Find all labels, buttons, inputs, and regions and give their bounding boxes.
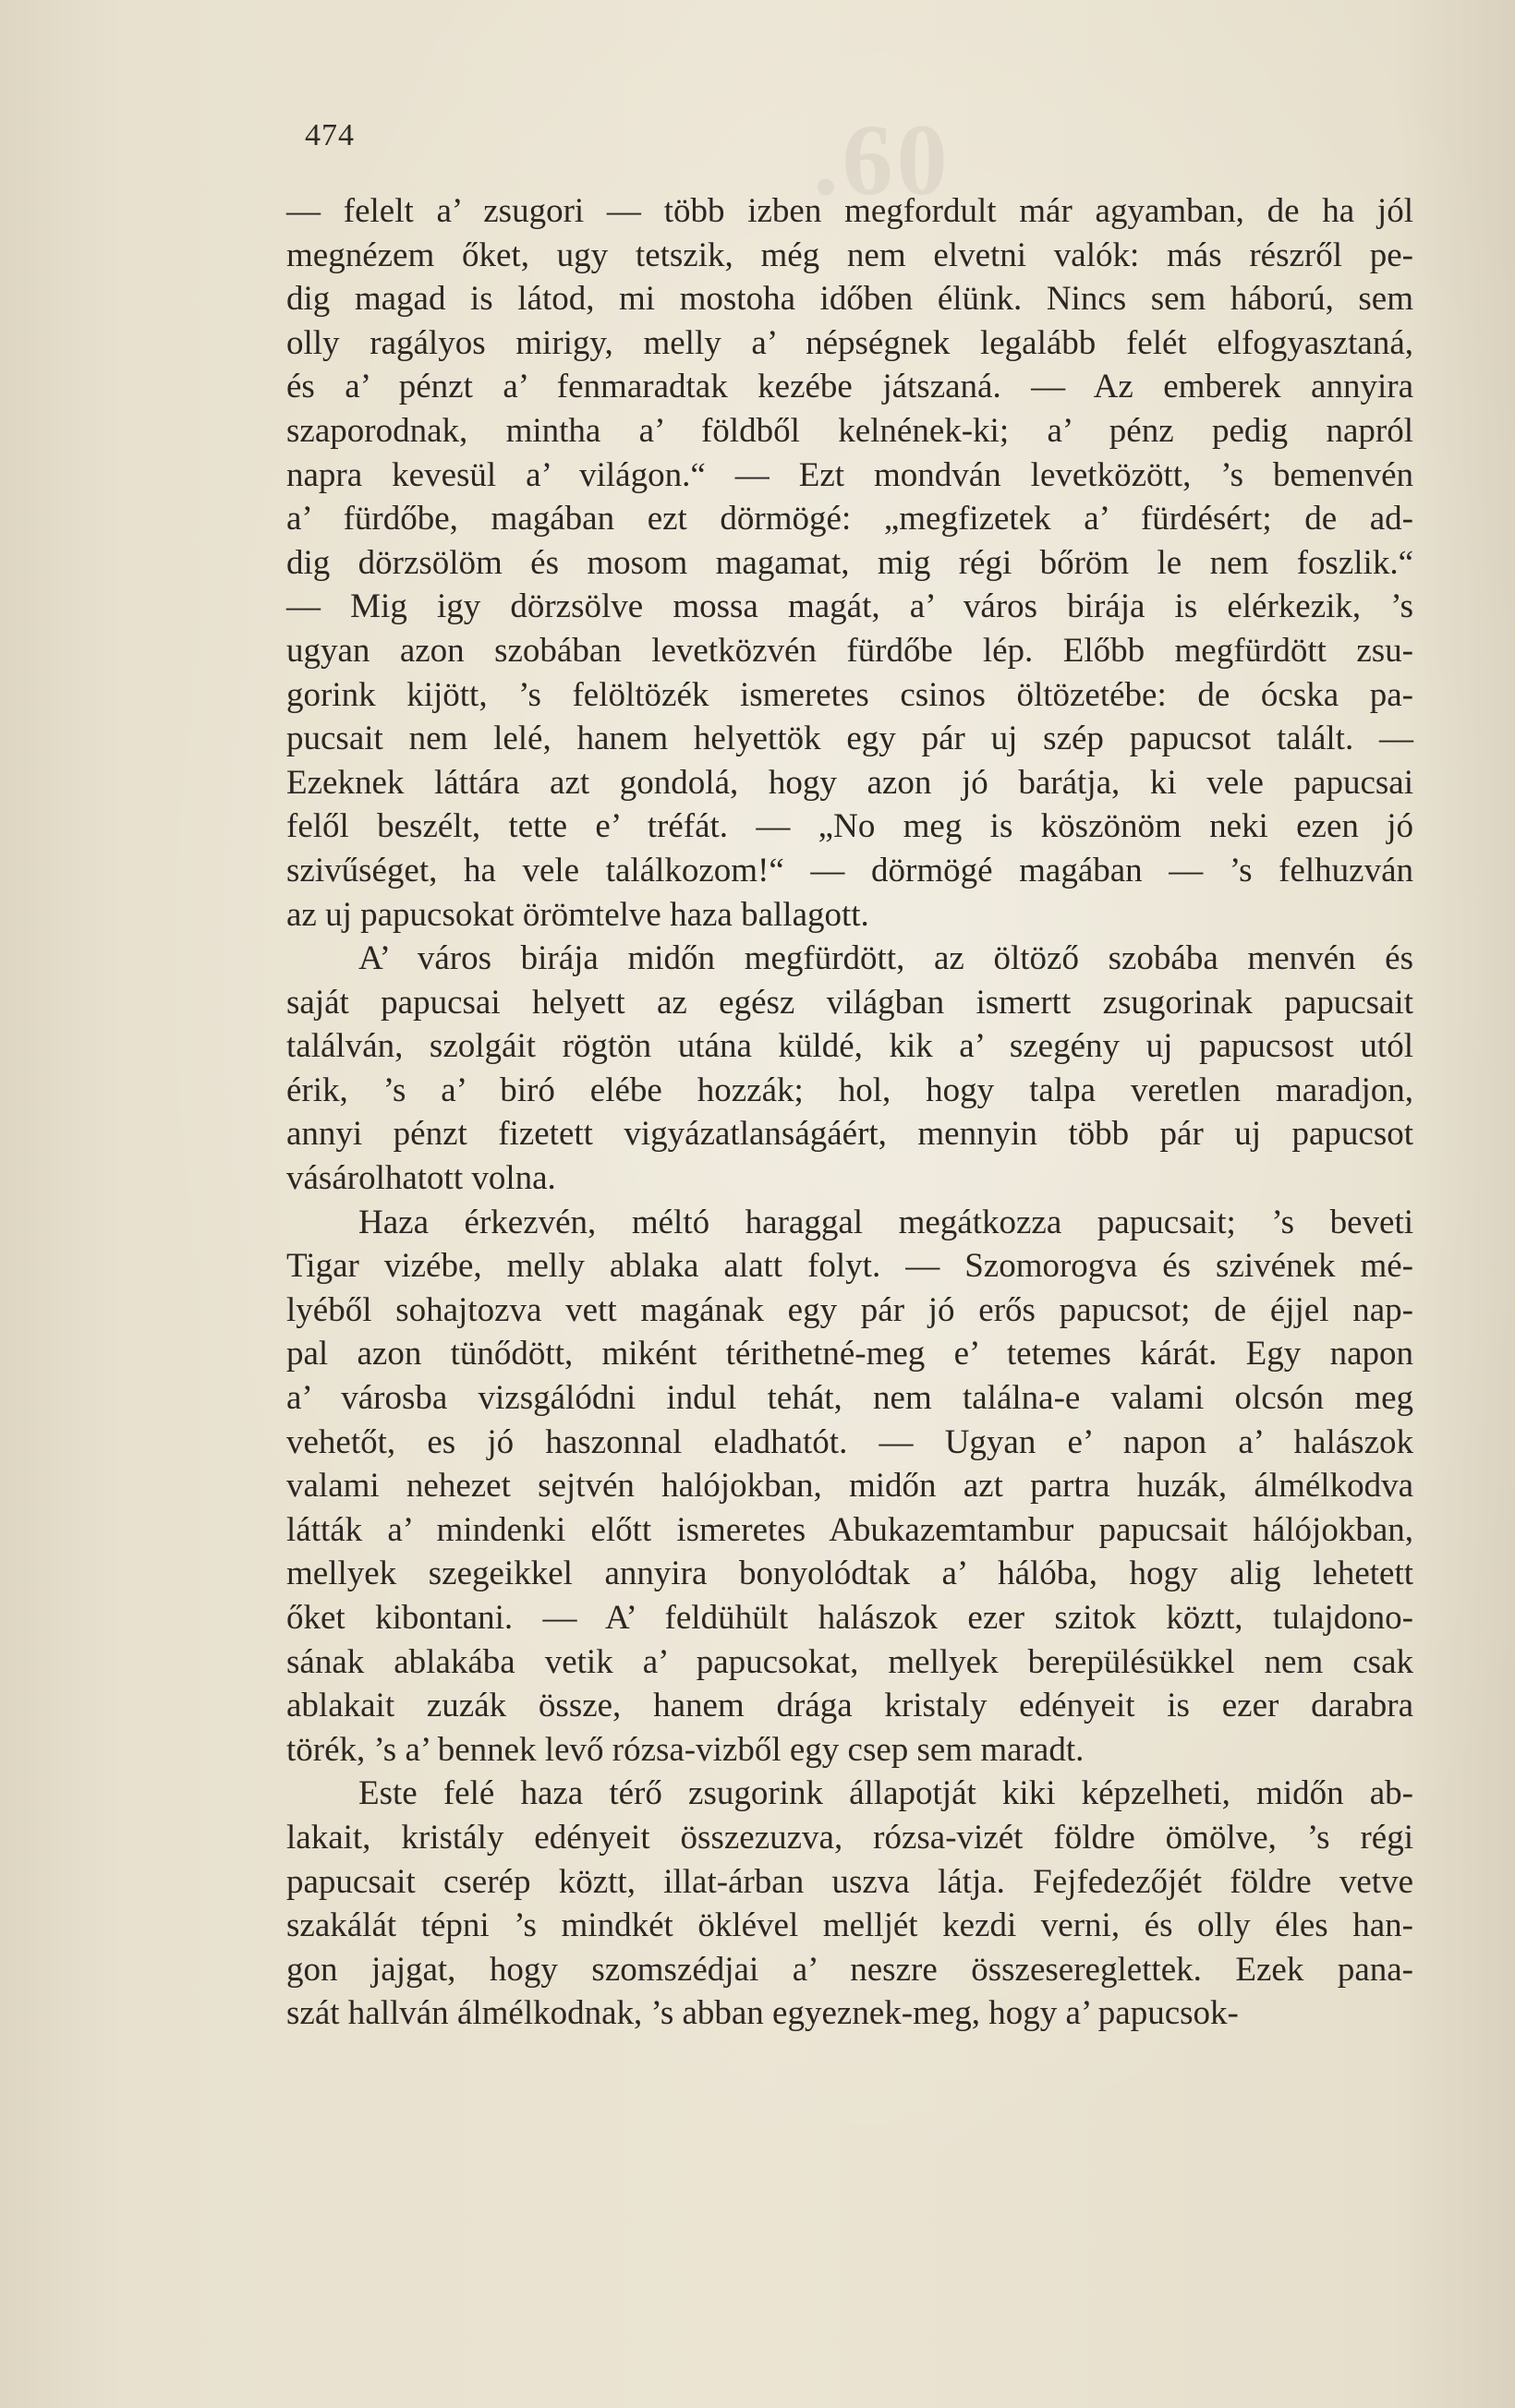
text-line: vehetőt, es jó haszonnal eladhatót. — Ugyan e’ napon a’ halászok — [286, 1422, 1413, 1461]
text-line: gon jajgat, hogy szomszédjai a’ neszre összesereglettek. Ezek pana- — [286, 1950, 1413, 1989]
text-line: szát hallván álmélkodnak, ’s abban egyeznek-meg, hogy a’ papucsok- — [286, 1994, 1239, 2033]
text-line: a’ városba vizsgálódni indul tehát, nem találna-e valami olcsón meg — [286, 1379, 1413, 1418]
text-line: és a’ pénzt a’ fenmaradtak kezébe játszaná. — Az emberek annyira — [286, 368, 1413, 406]
text-line: napra kevesül a’ világon.“ — Ezt mondván levetközött, ’s bemenvén — [286, 455, 1413, 494]
text-line: pucsait nem lelé, hanem helyettök egy pár uj szép papucsot talált. — — [286, 720, 1413, 758]
text-line: szaporodnak, mintha a’ földből kelnének-ki; a’ pénz pedig napról — [286, 411, 1413, 450]
page-number: 474 — [305, 118, 355, 152]
text-line: papucsait cserép köztt, illat-árban uszva látja. Fejfedezőjét földre vetve — [286, 1862, 1413, 1901]
text-line: saját papucsai helyett az egész világban ismertt zsugorinak papucsait — [286, 983, 1413, 1022]
text-line: az uj papucsokat örömtelve haza ballagott. — [286, 895, 869, 934]
paragraph — [286, 189, 1413, 937]
paragraph — [286, 937, 1413, 1201]
text-line: sának ablakába vetik a’ papucsokat, mellyek berepülésükkel nem csak — [286, 1642, 1413, 1681]
paragraph — [286, 1772, 1413, 2036]
text-line: ugyan azon szobában levetközvén fürdőbe lép. Előbb megfürdött zsu- — [286, 631, 1413, 670]
paragraph — [286, 1201, 1413, 1773]
text-line: Ezeknek láttára azt gondolá, hogy azon jó barátja, ki vele papucsai — [286, 763, 1413, 802]
text-line: pal azon tünődött, miként térithetné-meg e’ tetemes kárát. Egy napon — [286, 1335, 1413, 1373]
text-line: felől beszélt, tette e’ tréfát. — „No meg is köszönöm neki ezen jó — [286, 807, 1413, 846]
text-line: találván, szolgáit rögtön utána küldé, kik a’ szegény uj papucsost utól — [286, 1027, 1413, 1066]
text-line: annyi pénzt fizetett vigyázatlanságáért, mennyin több pár uj papucsot — [286, 1115, 1413, 1154]
text-line: törék, ’s a’ bennek levő rózsa-vizből egy csep sem maradt. — [286, 1730, 1085, 1769]
text-line: szivűséget, ha vele találkozom!“ — dörmögé magában — ’s felhuzván — [286, 851, 1413, 889]
text-line: Tigar vizébe, melly ablaka alatt folyt. — Szomorogva és szivének mé- — [286, 1247, 1413, 1286]
text-line: mellyek szegeikkel annyira bonyolódtak a’ hálóba, hogy alig lehetett — [286, 1555, 1413, 1593]
text-line: lakait, kristály edényeit összezuzva, rózsa-vizét földre ömölve, ’s régi — [286, 1818, 1413, 1857]
text-line: őket kibontani. — A’ feldühült halászok ezer szitok köztt, tulajdono- — [286, 1599, 1413, 1637]
text-line: megnézem őket, ugy tetszik, még nem elvetni valók: más részről pe- — [286, 236, 1413, 274]
text-line: lyéből sohajtozva vett magának egy pár jó erős papucsot; de éjjel nap- — [286, 1290, 1413, 1329]
text-line: valami nehezet sejtvén halójokban, midőn azt partra huzák, álmélkodva — [286, 1467, 1413, 1506]
text-line: Haza érkezvén, méltó haraggal megátkozza papucsait; ’s beveti — [358, 1203, 1413, 1241]
bleed-through-text: .60 — [813, 103, 951, 216]
text-line: Este felé haza térő zsugorink állapotját kiki képzelheti, midőn ab- — [358, 1774, 1413, 1813]
text-line: dig dörzsölöm és mosom magamat, mig régi bőröm le nem foszlik.“ — [286, 543, 1413, 582]
text-line: vásárolhatott volna. — [286, 1159, 556, 1198]
text-line: dig magad is látod, mi mostoha időben élünk. Nincs sem háború, sem — [286, 280, 1413, 319]
text-line: szakálát tépni ’s mindkét öklével melljét kezdi verni, és olly éles han- — [286, 1906, 1413, 1945]
text-line: — felelt a’ zsugori — több izben megfordult már agyamban, de ha jól — [286, 192, 1413, 230]
text-line: érik, ’s a’ biró elébe hozzák; hol, hogy talpa veretlen maradjon, — [286, 1071, 1413, 1109]
text-line: gorink kijött, ’s felöltözék ismeretes csinos öltözetébe: de ócska pa- — [286, 675, 1413, 714]
text-line: — Mig igy dörzsölve mossa magát, a’ város birája is elérkezik, ’s — [286, 587, 1413, 626]
text-line: látták a’ mindenki előtt ismeretes Abukazemtambur papucsait hálójokban, — [286, 1510, 1413, 1549]
text-line: A’ város birája midőn megfürdött, az öltöző szobába menvén és — [358, 939, 1413, 978]
text-line: ablakait zuzák össze, hanem drága kristaly edényeit is ezer darabra — [286, 1687, 1413, 1725]
text-line: a’ fürdőbe, magában ezt dörmögé: „megfizetek a’ fürdésért; de ad- — [286, 500, 1413, 538]
body-text — [286, 189, 1413, 2036]
text-line: olly ragályos mirigy, melly a’ népségnek legalább felét elfogyasztaná, — [286, 323, 1413, 362]
